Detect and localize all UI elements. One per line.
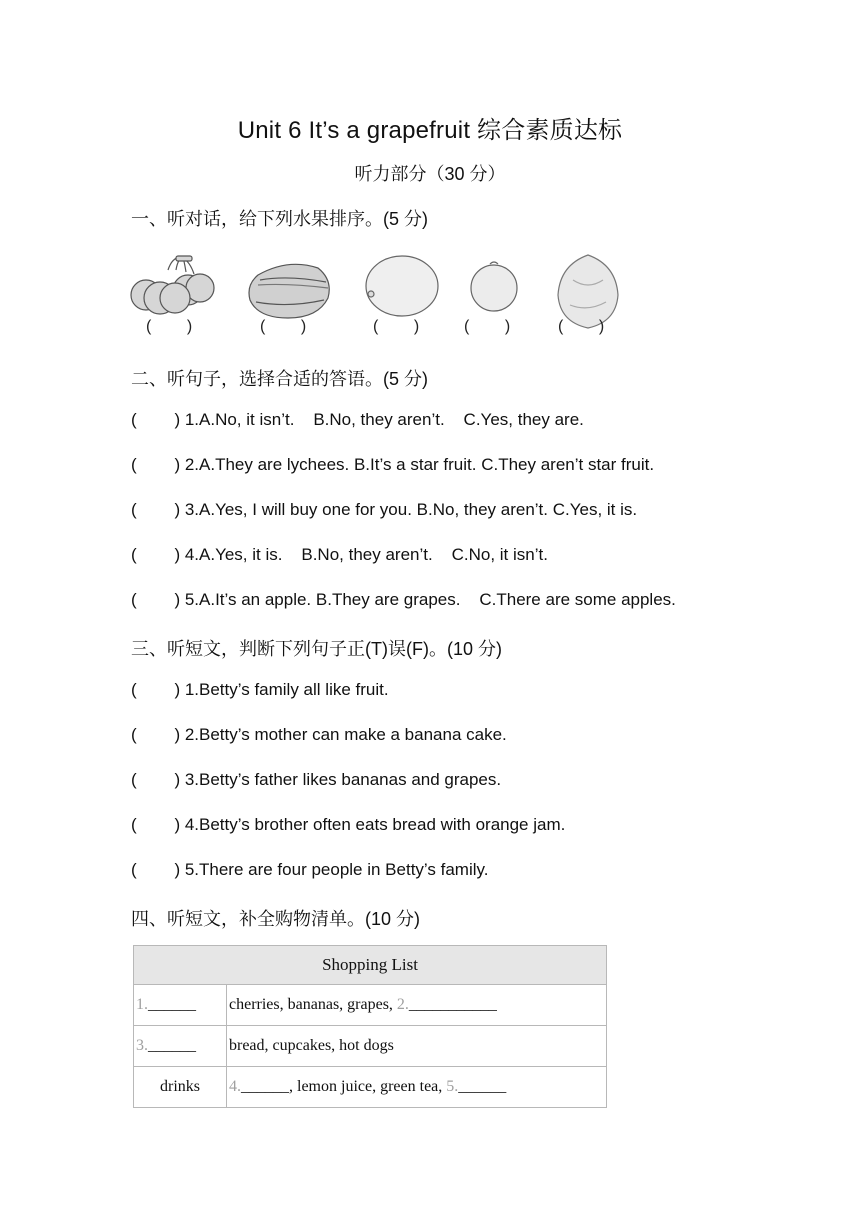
section-4-heading: 四、听短文，补全购物清单。(10 分) [131, 909, 421, 929]
table-header: Shopping List [134, 946, 607, 985]
table-cell: drinks [134, 1067, 227, 1108]
answer-blank-3: ( ) [373, 318, 420, 335]
section-3-heading: 三、听短文，判断下列句子正(T)误(F)。(10 分) [131, 639, 502, 659]
shopping-list-table [133, 945, 607, 1108]
table-cell: 1.______ [134, 985, 227, 1026]
answer-blank-4: ( ) [464, 318, 511, 335]
question-item: ( ) 5.There are four people in Betty’s family. [131, 860, 489, 879]
section-1-heading: 一、听对话，给下列水果排序。(5 分) [131, 209, 428, 229]
answer-blank-5: ( ) [558, 318, 605, 335]
question-item: ( ) 2.A.They are lychees. B.It’s a star fruit. C.They aren’t star fruit. [131, 455, 655, 474]
question-item: ( ) 2.Betty’s mother can make a banana cake. [131, 725, 507, 744]
table-row [134, 1067, 607, 1108]
table-cell: bread, cupcakes, hot dogs [227, 1026, 607, 1067]
section-2-heading: 二、听句子，选择合适的答语。(5 分) [131, 369, 428, 389]
lychee-icon [471, 262, 517, 311]
question-item: ( ) 4.A.Yes, it is. B.No, they aren’t. C.No, it isn’t. [131, 545, 548, 564]
page-title: Unit 6 It’s a grapefruit 综合素质达标 [237, 117, 623, 144]
question-item: ( ) 5.A.It’s an apple. B.They are grapes. C.There are some apples. [131, 590, 676, 609]
table-row [134, 985, 607, 1026]
table-cell: cherries, bananas, grapes, 2.___________ [227, 985, 607, 1026]
table-row [134, 1026, 607, 1067]
star-fruit-icon [249, 264, 329, 318]
question-item: ( ) 1.A.No, it isn’t. B.No, they aren’t. C.Yes, they are. [131, 410, 584, 429]
table-cell: 4.______, lemon juice, green tea, 5.______ [227, 1067, 607, 1108]
answer-blank-2: ( ) [260, 318, 307, 335]
question-item: ( ) 3.A.Yes, I will buy one for you. B.No, they aren’t. C.Yes, it is. [131, 500, 638, 519]
question-item: ( ) 1.Betty’s family all like fruit. [131, 680, 389, 699]
kiwi-icon [366, 256, 438, 316]
page-subtitle: 听力部分（30 分） [354, 164, 506, 184]
question-item: ( ) 4.Betty’s brother often eats bread with orange jam. [131, 815, 566, 834]
answer-blank-1: ( ) [146, 318, 193, 335]
cherries-icon [131, 256, 214, 314]
table-cell: 3.______ [134, 1026, 227, 1067]
question-item: ( ) 3.Betty’s father likes bananas and grapes. [131, 770, 502, 789]
